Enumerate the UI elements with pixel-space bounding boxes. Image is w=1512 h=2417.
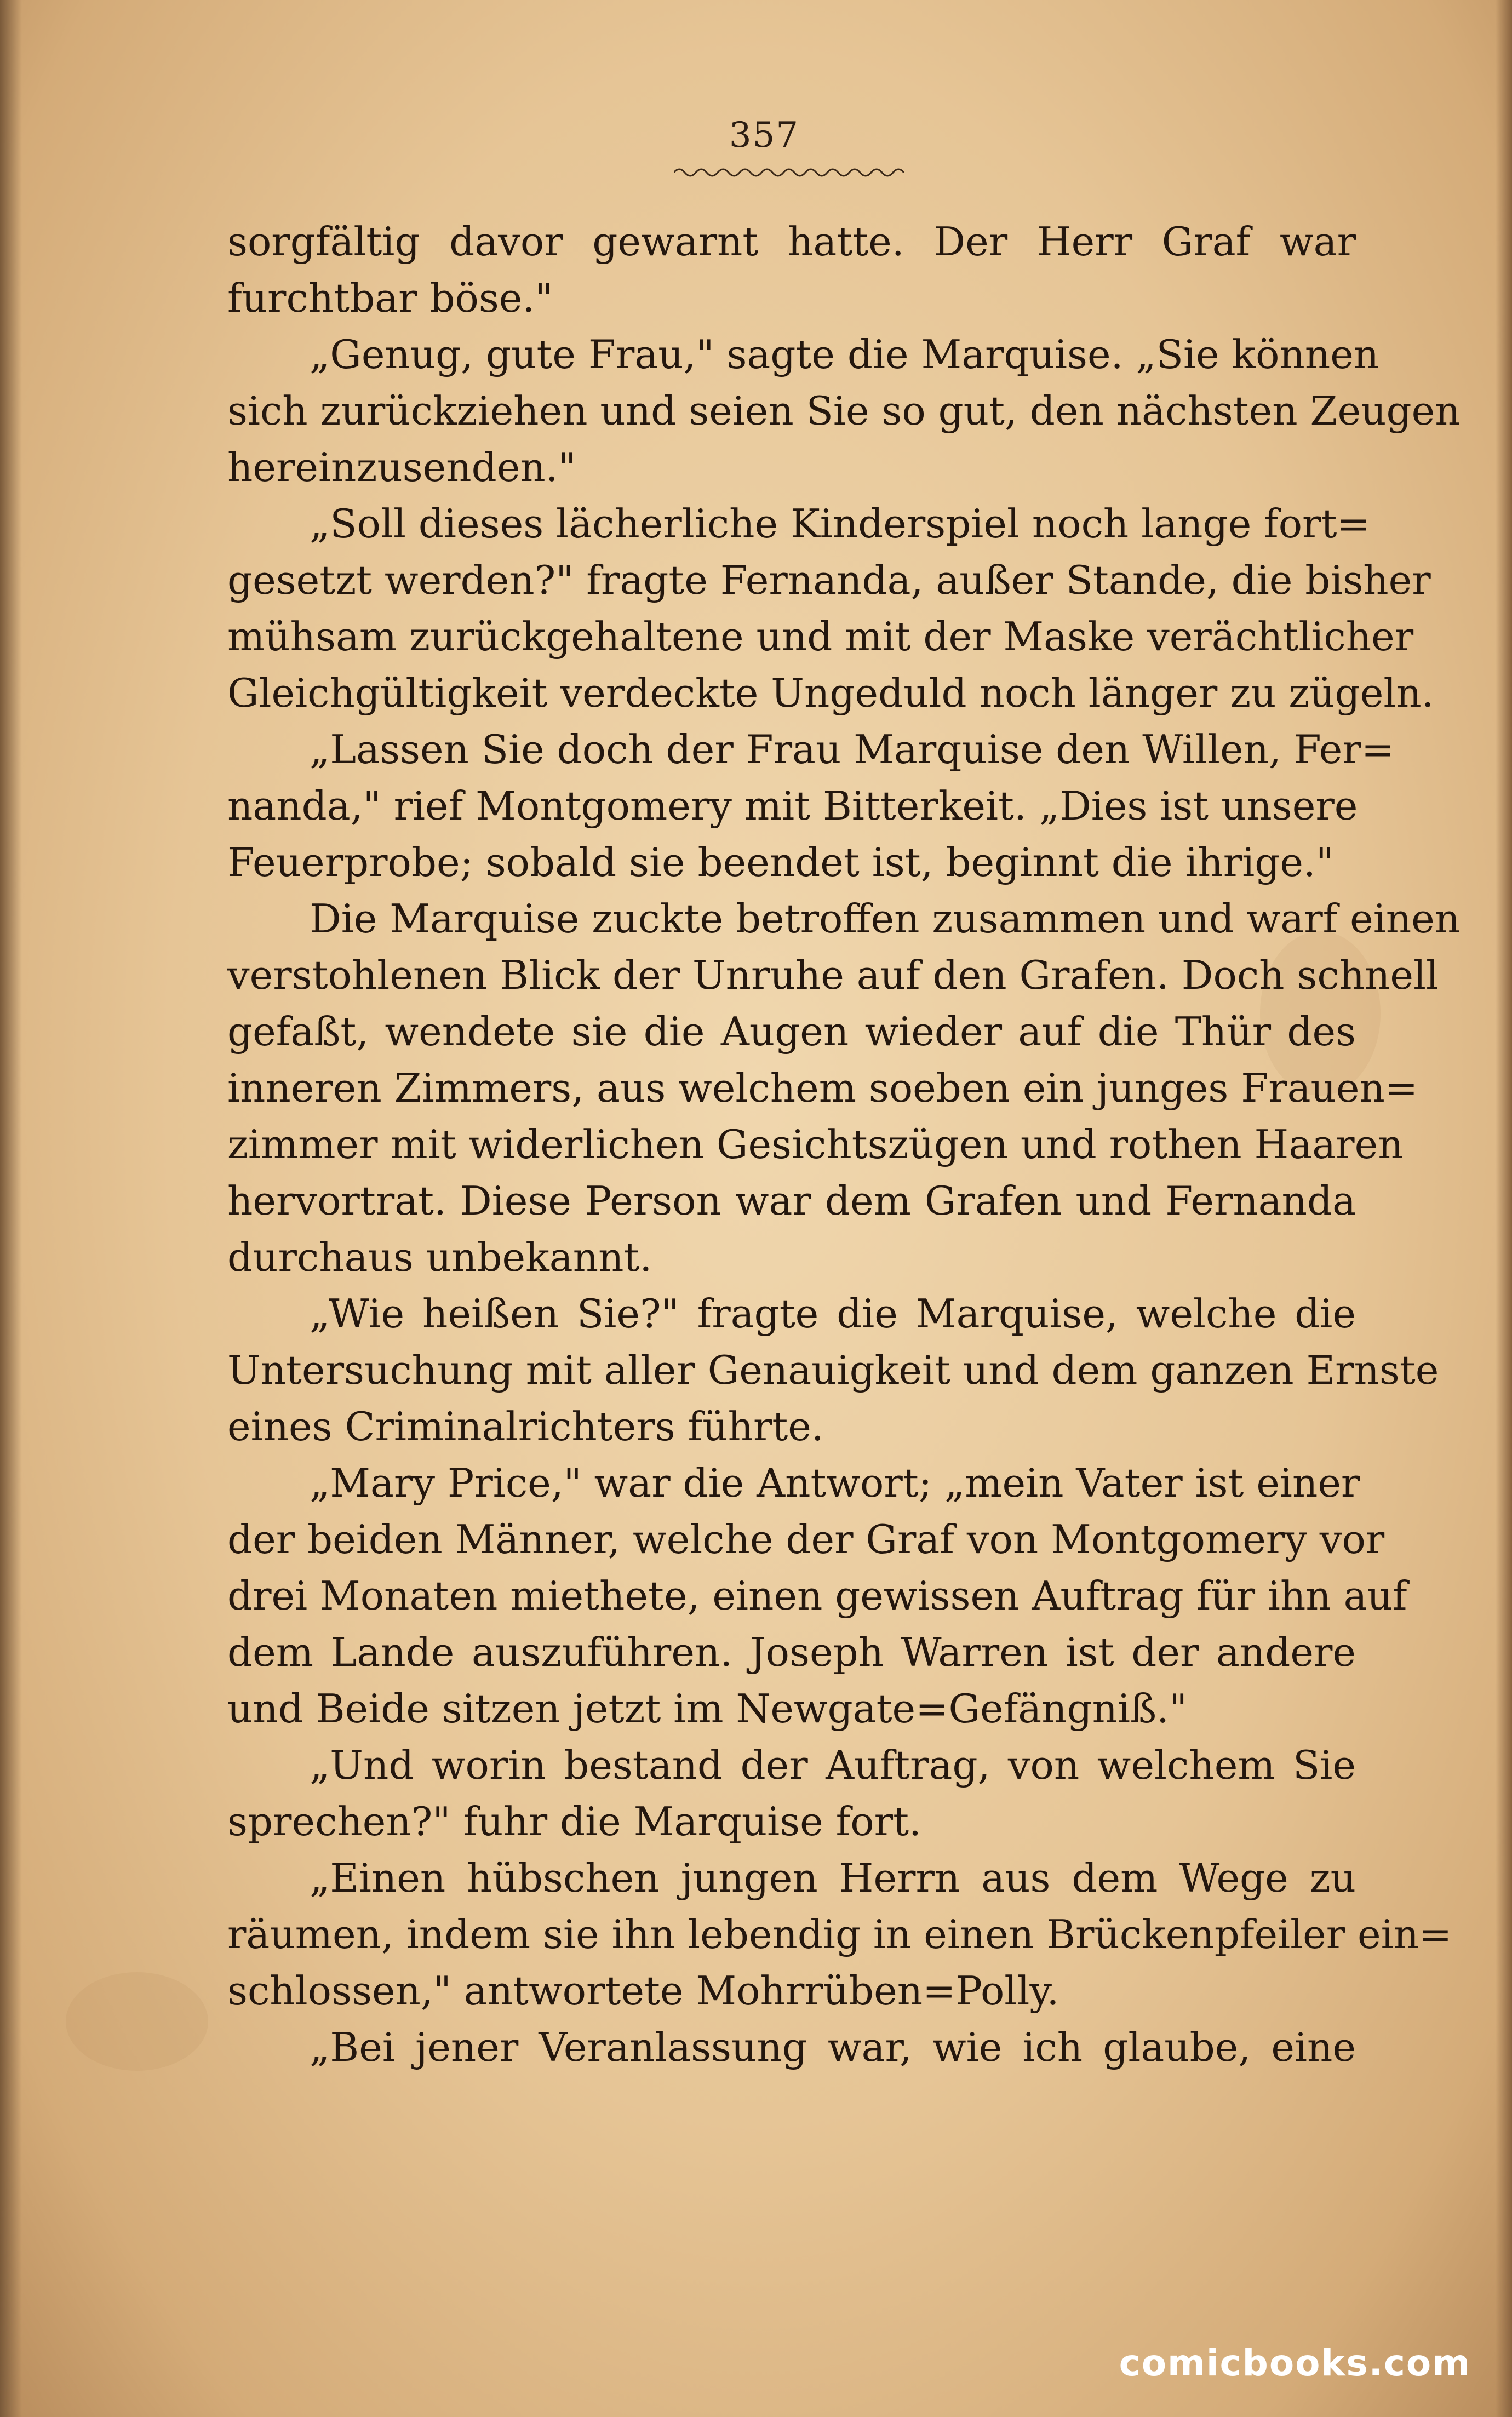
text-line: räumen, indem sie ihn lebendig in einen Brückenpfeiler ein=	[227, 1911, 1452, 1957]
text-line: sprechen?" fuhr die Marquise fort.	[227, 1799, 921, 1845]
text-line: „Lassen Sie doch der Frau Marquise den Willen, Fer=	[310, 726, 1395, 772]
watermark: comicbooks.com	[1119, 2342, 1471, 2384]
text-line: „Wie heißen Sie?" fragte die Marquise, welche die	[310, 1291, 1356, 1337]
text-line: Untersuchung mit aller Genauigkeit und dem ganzen Ernste	[227, 1347, 1439, 1393]
page-edge-left	[0, 0, 22, 2417]
text-line: dem Lande auszuführen. Joseph Warren ist der andere	[227, 1629, 1356, 1675]
text-line: „Und worin bestand der Auftrag, von welchem Sie	[310, 1742, 1356, 1788]
text-line: „Einen hübschen jungen Herrn aus dem Wege zu	[310, 1855, 1356, 1901]
text-line: Gleichgültigkeit verdeckte Ungeduld noch länger zu zügeln.	[227, 670, 1434, 716]
text-line: „Bei jener Veranlassung war, wie ich glaube, eine	[310, 2024, 1356, 2070]
text-line: verstohlenen Blick der Unruhe auf den Grafen. Doch schnell	[227, 952, 1439, 998]
wavy-ornament	[674, 164, 904, 181]
text-line: nanda," rief Montgomery mit Bitterkeit. „Dies ist unsere	[227, 783, 1358, 829]
text-line: eines Criminalrichters führte.	[227, 1404, 824, 1450]
text-line: der beiden Männer, welche der Graf von Montgomery vor	[227, 1516, 1385, 1562]
text-line: Die Marquise zuckte betroffen zusammen und warf einen	[310, 896, 1461, 942]
page-number: 357	[729, 115, 800, 156]
text-line: schlossen," antwortete Mohrrüben=Polly.	[227, 1968, 1059, 2014]
text-line: hervortrat. Diese Person war dem Grafen und Fernanda	[227, 1178, 1356, 1224]
text-line: „Soll dieses lächerliche Kinderspiel noch lange fort=	[310, 501, 1370, 547]
text-line: „Genug, gute Frau," sagte die Marquise. „Sie können	[310, 331, 1379, 377]
text-line: mühsam zurückgehaltene und mit der Maske verächtlicher	[227, 614, 1414, 660]
text-line: inneren Zimmers, aus welchem soeben ein junges Frauen=	[227, 1065, 1418, 1111]
page-edge-right	[1496, 0, 1512, 2417]
text-line: furchtbar böse."	[227, 275, 553, 321]
paper-stain	[66, 1972, 208, 2071]
text-line: drei Monaten miethete, einen gewissen Auftrag für ihn auf	[227, 1573, 1407, 1619]
text-line: gesetzt werden?" fragte Fernanda, außer Stande, die bisher	[227, 557, 1431, 603]
text-line: Feuerprobe; sobald sie beendet ist, beginnt die ihrige."	[227, 839, 1334, 885]
text-line: „Mary Price," war die Antwort; „mein Vater ist einer	[310, 1460, 1360, 1506]
text-line: sorgfältig davor gewarnt hatte. Der Herr Graf war	[227, 219, 1356, 265]
text-line: durchaus unbekannt.	[227, 1234, 652, 1280]
body-text	[227, 214, 1461, 2076]
text-line: zimmer mit widerlichen Gesichtszügen und rothen Haaren	[227, 1121, 1404, 1167]
text-line: gefaßt, wendete sie die Augen wieder auf die Thür des	[227, 1009, 1356, 1055]
text-line: und Beide sitzen jetzt im Newgate=Gefängniß."	[227, 1686, 1188, 1732]
text-line: sich zurückziehen und seien Sie so gut, den nächsten Zeugen	[227, 388, 1461, 434]
text-line: hereinzusenden."	[227, 444, 576, 490]
